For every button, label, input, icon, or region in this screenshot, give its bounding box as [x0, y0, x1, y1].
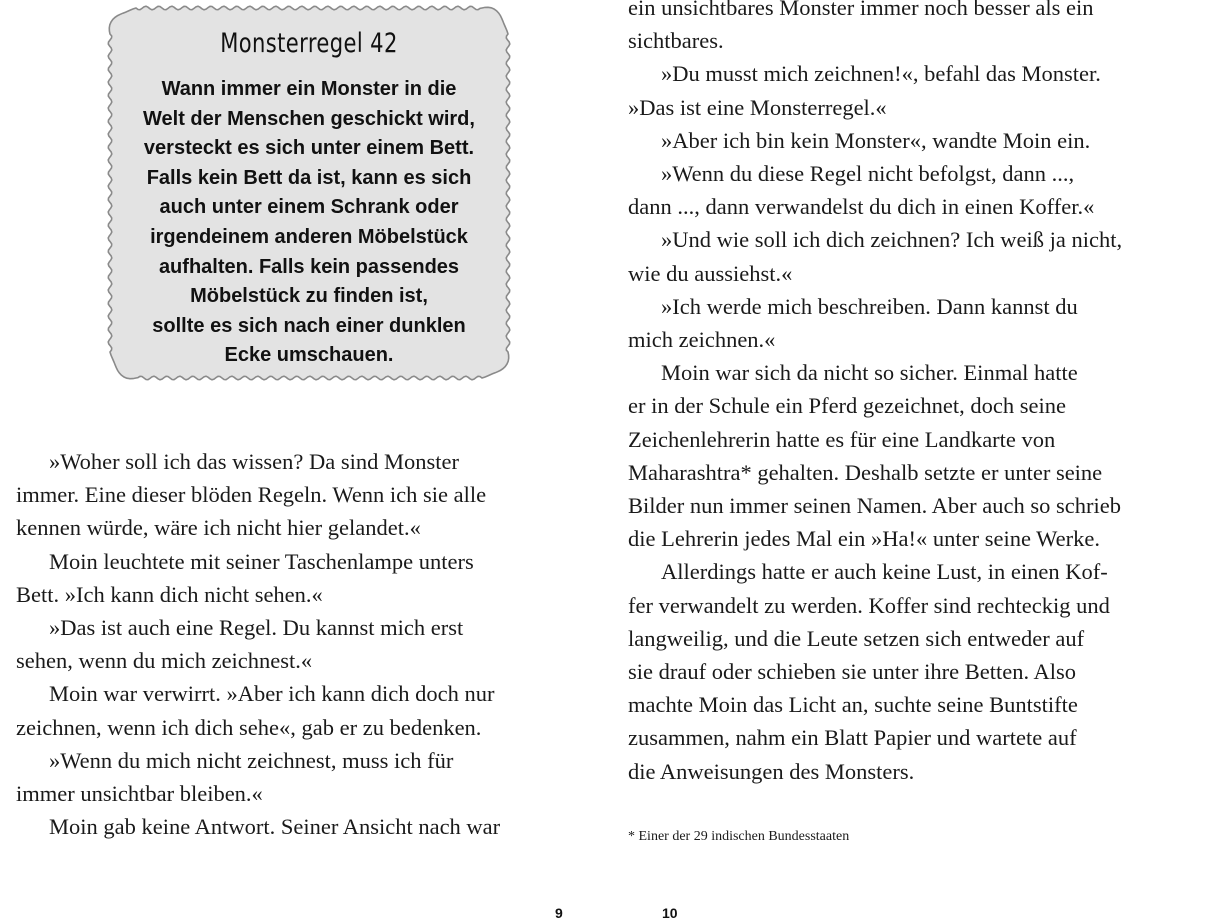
text-line: Bilder nun immer seinen Namen. Aber auch so schrieb [628, 493, 1121, 519]
rule-line: aufhalten. Falls kein passendes [158, 255, 460, 278]
text-line: wie du aussiehst.« [628, 260, 793, 286]
text-line: »Wenn du mich nicht zeichnest, muss ich für [49, 747, 454, 773]
text-line: langweilig, und die Leute setzen sich entweder auf [628, 625, 1085, 651]
text-line: »Aber ich bin kein Monster«, wandte Moin ein. [661, 127, 1091, 153]
text-line: »Wenn du diese Regel nicht befolgst, dann ..., [661, 161, 1075, 187]
text-line: kennen würde, wäre ich nicht hier gelandet.« [16, 515, 421, 541]
text-line: zusammen, nahm ein Blatt Papier und wartete auf [628, 725, 1077, 751]
text-line: mich zeichnen.« [628, 327, 776, 353]
text-line: Maharashtra* gehalten. Deshalb setzte er unter seine [628, 459, 1103, 485]
rule-line: Möbelstück zu finden ist, [190, 285, 428, 308]
text-line: Zeichenlehrerin hatte es für eine Landkarte von [628, 426, 1056, 452]
text-line: Moin gab keine Antwort. Seiner Ansicht nach war [49, 814, 501, 840]
page-number-right: 10 [662, 905, 678, 921]
rule-line: Ecke umschauen. [224, 344, 394, 367]
text-line: sichtbares. [628, 28, 724, 54]
rule-line: auch unter einem Schrank oder [159, 196, 459, 219]
text-line: Moin leuchtete mit seiner Taschenlampe unters [49, 548, 474, 574]
rule-line: sollte es sich nach einer dunklen [152, 314, 466, 337]
text-line: »Woher soll ich das wissen? Da sind Monster [49, 449, 459, 474]
text-line: »Das ist auch eine Regel. Du kannst mich erst [49, 615, 464, 641]
footnote: * Einer der 29 indischen Bundesstaaten [628, 829, 850, 844]
text-line: Allerdings hatte er auch keine Lust, in einen Kof- [661, 559, 1108, 585]
text-line: »Das ist eine Monsterregel.« [628, 94, 887, 120]
right-page [610, 0, 1219, 922]
text-line: sie drauf oder schieben sie unter ihre Betten. Also [628, 659, 1076, 685]
text-line: fer verwandelt zu werden. Koffer sind rechteckig und [628, 592, 1110, 618]
text-line: die Anweisungen des Monsters. [628, 758, 915, 784]
text-line: Moin war sich da nicht so sicher. Einmal hatte [661, 360, 1078, 386]
text-line: »Und wie soll ich dich zeichnen? Ich weiß ja nicht, [661, 227, 1123, 253]
text-line: immer. Eine dieser blöden Regeln. Wenn ich sie alle [16, 482, 487, 508]
text-line: immer unsichtbar bleiben.« [16, 781, 263, 807]
rule-line: Falls kein Bett da ist, kann es sich [146, 166, 472, 189]
text-line: ein unsichtbares Monster immer noch besser als ein [628, 0, 1094, 20]
text-line: dann ..., dann verwandelst du dich in einen Koffer.« [628, 194, 1095, 220]
text-line: die Lehrerin jedes Mal ein »Ha!« unter seine Werke. [628, 526, 1100, 552]
text-line: er in der Schule ein Pferd gezeichnet, doch seine [628, 393, 1066, 419]
text-line: »Ich werde mich beschreiben. Dann kannst du [661, 293, 1078, 319]
text-line: »Du musst mich zeichnen!«, befahl das Monster. [661, 61, 1101, 87]
rule-line: Welt der Menschen geschickt wird, [143, 107, 475, 130]
text-line: machte Moin das Licht an, suchte seine Buntstifte [628, 692, 1078, 718]
right-page-text [628, 0, 1208, 788]
rule-body [116, 75, 502, 371]
rule-line: Wann immer ein Monster in die [161, 78, 457, 100]
page-number-left: 9 [555, 905, 563, 921]
left-page-text [16, 445, 596, 843]
text-line: Bett. »Ich kann dich nicht sehen.« [16, 581, 323, 607]
text-line: zeichnen, wenn ich dich sehe«, gab er zu bedenken. [16, 714, 482, 740]
rule-line: irgendeinem anderen Möbelstück [150, 225, 468, 248]
rule-title: Monsterregel 42 [220, 28, 398, 59]
rule-line: versteckt es sich unter einem Bett. [143, 137, 475, 160]
text-line: Moin war verwirrt. »Aber ich kann dich doch nur [49, 681, 495, 707]
monster-rule-box [104, 2, 514, 384]
text-line: sehen, wenn du mich zeichnest.« [16, 648, 313, 674]
